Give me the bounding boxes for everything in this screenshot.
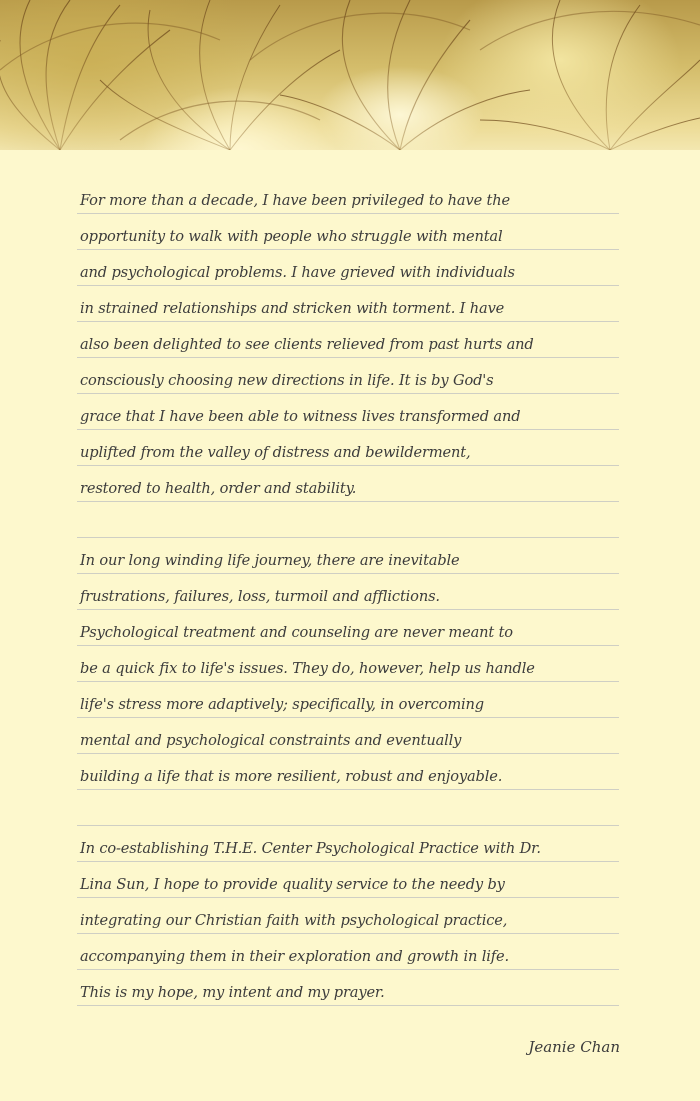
letter-line — [77, 574, 619, 610]
line-text: In co-establishing T.H.E. Center Psychological Practice with Dr. — [80, 840, 541, 857]
letter-line — [77, 466, 619, 502]
paragraph-1 — [77, 178, 619, 502]
line-text: uplifted from the valley of distress and bewilderment, — [80, 444, 471, 461]
blank-ruled-line — [77, 790, 619, 826]
line-text: Lina Sun, I hope to provide quality service to the needy by — [80, 876, 505, 893]
line-text: be a quick fix to life's issues. They do, however, help us handle — [80, 660, 535, 677]
line-text: For more than a decade, I have been privileged to have the — [80, 192, 511, 209]
line-text: consciously choosing new directions in life. It is by God's — [80, 372, 494, 389]
letter-line — [77, 214, 619, 250]
letter-line — [77, 934, 619, 970]
letter-line — [77, 970, 619, 1006]
line-text: Psychological treatment and counseling are never meant to — [80, 624, 513, 641]
line-text: accompanying them in their exploration and growth in life. — [80, 948, 509, 965]
blank-ruled-line — [77, 502, 619, 538]
letter-line — [77, 898, 619, 934]
line-text: opportunity to walk with people who struggle with mental — [80, 228, 503, 245]
line-text: life's stress more adaptively; specifically, in overcoming — [80, 696, 484, 713]
letter-body — [77, 178, 619, 1006]
letter-line — [77, 718, 619, 754]
letter-line — [77, 682, 619, 718]
line-text: This is my hope, my intent and my prayer. — [80, 984, 385, 1001]
line-text: In our long winding life journey, there are inevitable — [80, 552, 460, 569]
line-text: restored to health, order and stability. — [80, 480, 357, 497]
letter-line — [77, 358, 619, 394]
paragraph-2 — [77, 538, 619, 790]
line-text: frustrations, failures, loss, turmoil and afflictions. — [80, 588, 440, 605]
letter-line — [77, 826, 619, 862]
letter-line — [77, 862, 619, 898]
letter-line — [77, 250, 619, 286]
letter-line — [77, 430, 619, 466]
line-text: and psychological problems. I have grieved with individuals — [80, 264, 515, 281]
line-text: also been delighted to see clients relieved from past hurts and — [80, 336, 534, 353]
letter-line — [77, 538, 619, 574]
letter-line — [77, 646, 619, 682]
line-text: mental and psychological constraints and eventually — [80, 732, 462, 749]
letter-line — [77, 394, 619, 430]
dandelion-seeds-illustration — [0, 0, 700, 150]
line-text: integrating our Christian faith with psychological practice, — [80, 912, 508, 929]
line-text: in strained relationships and stricken with torment. I have — [80, 300, 505, 317]
letter-line — [77, 322, 619, 358]
signature: Jeanie Chan — [528, 1038, 620, 1056]
letter-line — [77, 754, 619, 790]
paragraph-3 — [77, 826, 619, 1006]
line-text: building a life that is more resilient, robust and enjoyable. — [80, 768, 503, 785]
letter-line — [77, 610, 619, 646]
header-photo-dandelion — [0, 0, 700, 150]
letter-line — [77, 286, 619, 322]
letter-line — [77, 178, 619, 214]
line-text: grace that I have been able to witness lives transformed and — [80, 408, 521, 425]
